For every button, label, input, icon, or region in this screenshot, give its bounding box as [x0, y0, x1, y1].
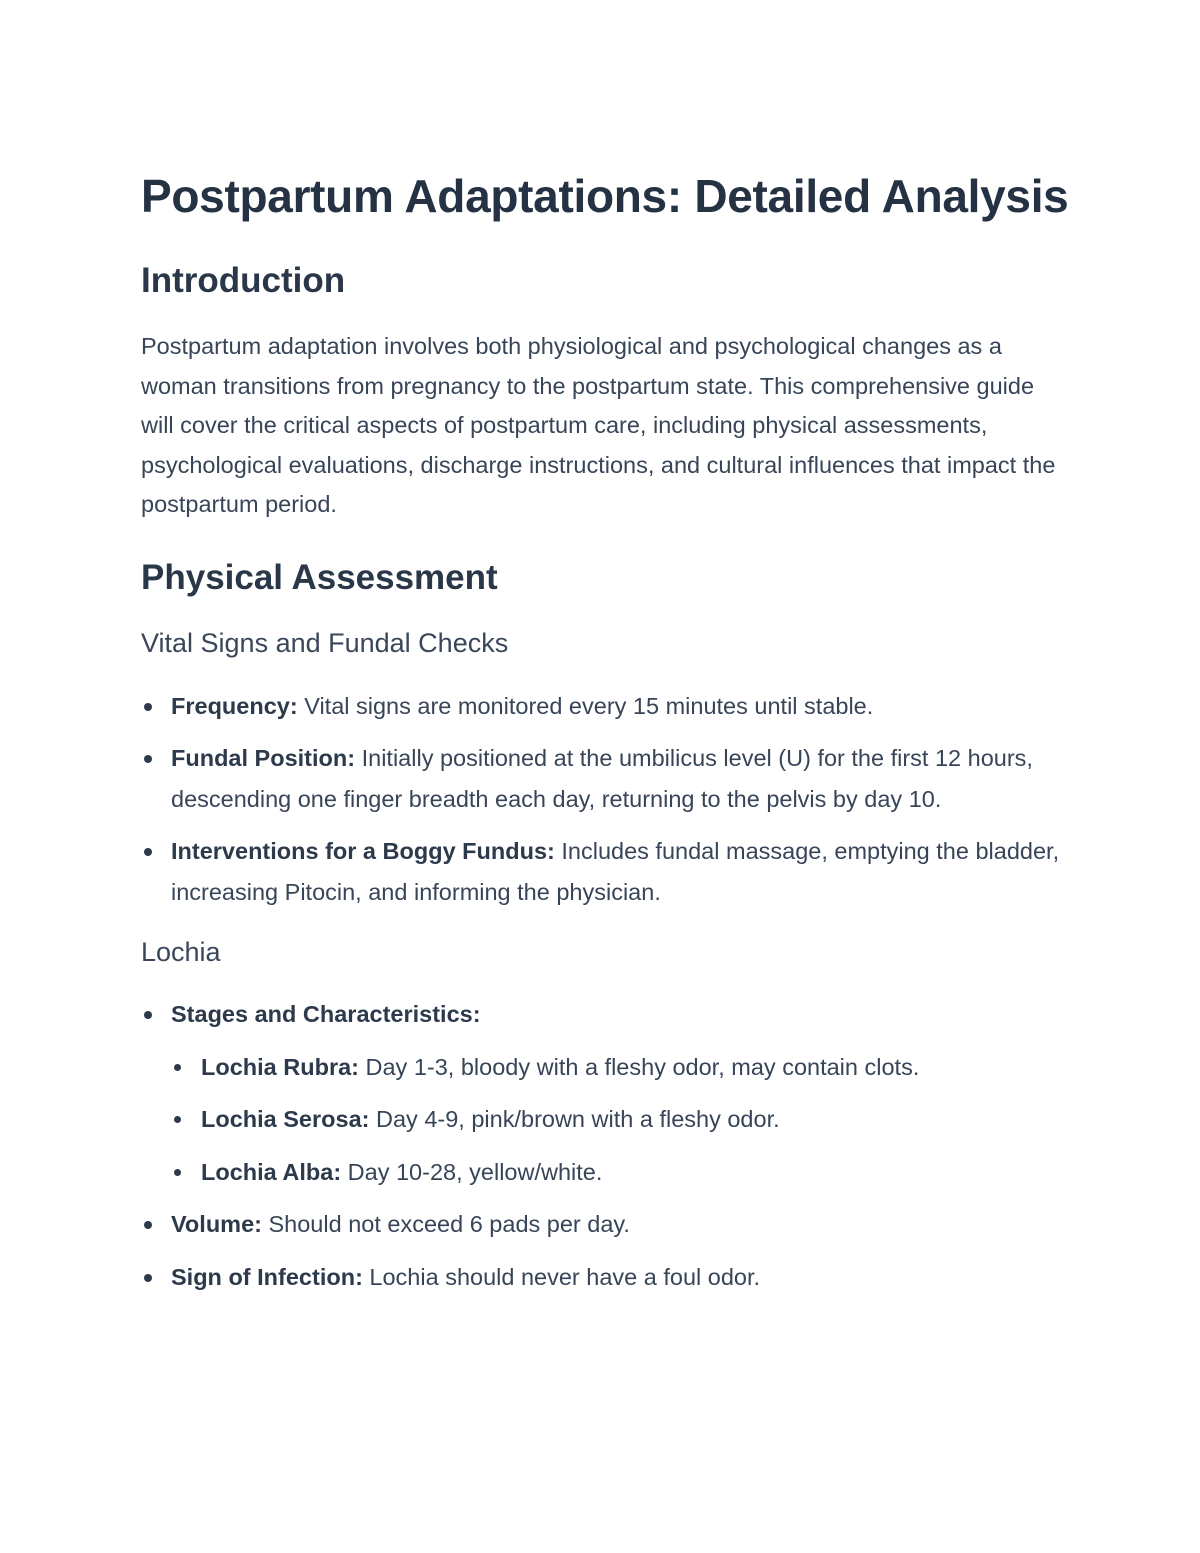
list-item-text: Vital signs are monitored every 15 minutes until stable.: [297, 692, 874, 719]
vital-signs-heading: Vital Signs and Fundal Checks: [141, 627, 509, 658]
list-item: [171, 1099, 1071, 1140]
lochia-heading: Lochia: [141, 937, 221, 967]
list-item-label: Lochia Serosa:: [201, 1106, 370, 1132]
list-item: [171, 1047, 1071, 1088]
list-item: [141, 686, 1071, 727]
list-item-text: Should not exceed 6 pads per day.: [261, 1211, 630, 1237]
list-item: [141, 1257, 1071, 1298]
introduction-heading: Introduction: [141, 261, 346, 300]
list-item: [141, 1204, 1071, 1245]
vital-signs-list: [141, 686, 1071, 913]
list-item: [141, 994, 1071, 1192]
list-item-text: Day 1-3, bloody with a fleshy odor, may contain clots.: [358, 1053, 920, 1080]
physical-assessment-heading: Physical Assessment: [141, 557, 498, 597]
list-item-label: Stages and Characteristics:: [171, 1001, 481, 1027]
list-item: [171, 1152, 1071, 1193]
document-title: Postpartum Adaptations: Detailed Analysis: [141, 170, 1069, 222]
lochia-stages-list: [171, 1047, 1071, 1193]
list-item-label: Frequency:: [171, 692, 298, 719]
list-item-label: Lochia Rubra:: [201, 1053, 359, 1080]
list-item: [141, 831, 1071, 912]
list-item-text: Initially positioned at the umbilicus level (U) for the first 12 hours, descending one finger breadth each day, returning to the pelvis by day 10.: [171, 745, 1033, 812]
list-item-label: Volume:: [171, 1211, 262, 1237]
list-item: [141, 738, 1071, 819]
list-item-text: Lochia should never have a foul odor.: [362, 1263, 761, 1290]
list-item-text: Includes fundal massage, emptying the bladder, increasing Pitocin, and informing the physician.: [171, 838, 1060, 905]
list-item-text: Day 10-28, yellow/white.: [341, 1158, 603, 1185]
list-item-text: Day 4-9, pink/brown with a fleshy odor.: [369, 1106, 780, 1132]
document-page: [141, 165, 1071, 1309]
list-item-label: Fundal Position:: [171, 745, 356, 771]
introduction-text: Postpartum adaptation involves both physiological and psychological changes as a woman transitions from pregnancy to the postpartum state. This comprehensive guide will cover the critical aspects of postpartum care, including physical assessments, psychological evaluations, discharge instructions, and cultural influences that impact the postpartum period.: [141, 333, 1056, 517]
list-item-label: Interventions for a Boggy Fundus:: [171, 838, 555, 864]
list-item-label: Lochia Alba:: [201, 1158, 342, 1185]
list-item-label: Sign of Infection:: [171, 1263, 363, 1290]
lochia-list: [141, 994, 1071, 1297]
